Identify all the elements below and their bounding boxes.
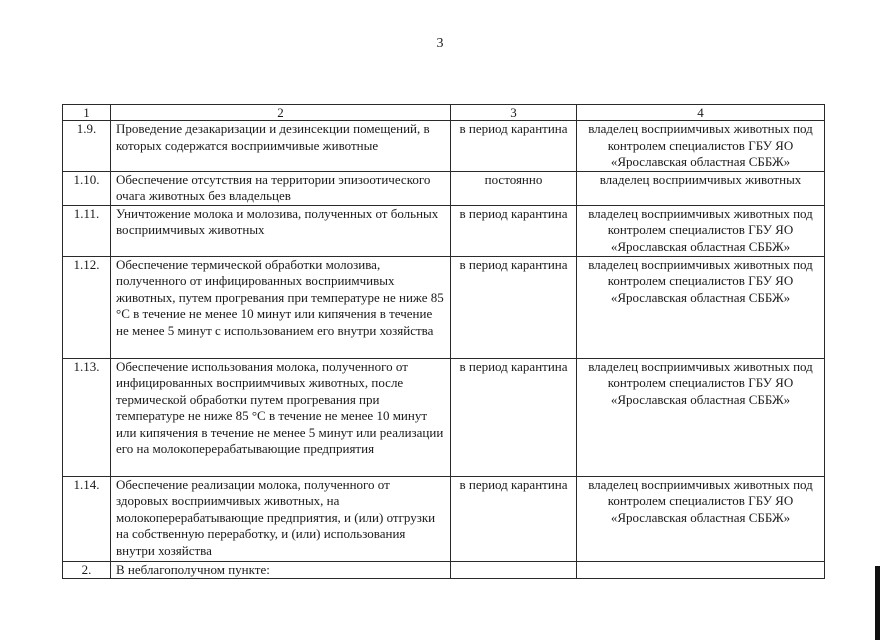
row-action: Обеспечение отсутствия на территории эпизоотического очага животных без владельцев [111,171,451,205]
header-col-1: 1 [63,105,111,121]
row-responsible: владелец восприимчивых животных под контролем специалистов ГБУ ЯО «Ярославская областная СББЖ» [577,256,825,358]
table-header-row [63,105,825,121]
row-period [451,561,577,579]
row-period: в период карантина [451,256,577,358]
row-number: 1.11. [63,205,111,256]
table-row [63,358,825,476]
table-row [63,121,825,172]
row-responsible [577,561,825,579]
scan-edge-mark [875,566,880,640]
page-number: 3 [436,36,444,51]
row-number: 1.9. [63,121,111,172]
row-period: в период карантина [451,358,577,476]
table-row [63,561,825,579]
row-action: Обеспечение термической обработки молозива, полученного от инфицированных восприимчивых животных, путем прогревания при температуре не ниже 85 °С в течение не менее 10 минут или кипячения в течение не менее 5 минут с использованием его внутри хозяйства [111,256,451,358]
row-action: Проведение дезакаризации и дезинсекции помещений, в которых содержатся восприимчивые животные [111,121,451,172]
row-number: 1.12. [63,256,111,358]
row-responsible: владелец восприимчивых животных под контролем специалистов ГБУ ЯО «Ярославская областная СББЖ» [577,476,825,561]
row-responsible: владелец восприимчивых животных под контролем специалистов ГБУ ЯО «Ярославская областная СББЖ» [577,358,825,476]
table-row [63,256,825,358]
row-responsible: владелец восприимчивых животных под контролем специалистов ГБУ ЯО «Ярославская областная СББЖ» [577,205,825,256]
row-period: в период карантина [451,121,577,172]
table-row [63,205,825,256]
header-col-2: 2 [111,105,451,121]
row-responsible: владелец восприимчивых животных под контролем специалистов ГБУ ЯО «Ярославская областная СББЖ» [577,121,825,172]
header-col-4: 4 [577,105,825,121]
measures-table [62,104,825,579]
row-period: в период карантина [451,476,577,561]
row-action: Обеспечение использования молока, полученного от инфицированных восприимчивых животных, после термической обработки путем прогревания при температуре не ниже 85 °С в течение не менее 10 минут или кипячения в течение не менее 5 минут или реализации его на молокоперерабатывающие предприятия [111,358,451,476]
row-action: В неблагополучном пункте: [111,561,451,579]
row-action: Уничтожение молока и молозива, полученных от больных восприимчивых животных [111,205,451,256]
row-period: постоянно [451,171,577,205]
header-col-3: 3 [451,105,577,121]
row-number: 1.10. [63,171,111,205]
row-number: 1.14. [63,476,111,561]
table-row [63,476,825,561]
row-number: 1.13. [63,358,111,476]
row-period: в период карантина [451,205,577,256]
row-action: Обеспечение реализации молока, полученного от здоровых восприимчивых животных, на молокоперерабатывающие предприятия, и (или) отгрузки на собственную переработку, и (или) использования внутри хозяйства [111,476,451,561]
row-responsible: владелец восприимчивых животных [577,171,825,205]
table-row [63,171,825,205]
row-number: 2. [63,561,111,579]
